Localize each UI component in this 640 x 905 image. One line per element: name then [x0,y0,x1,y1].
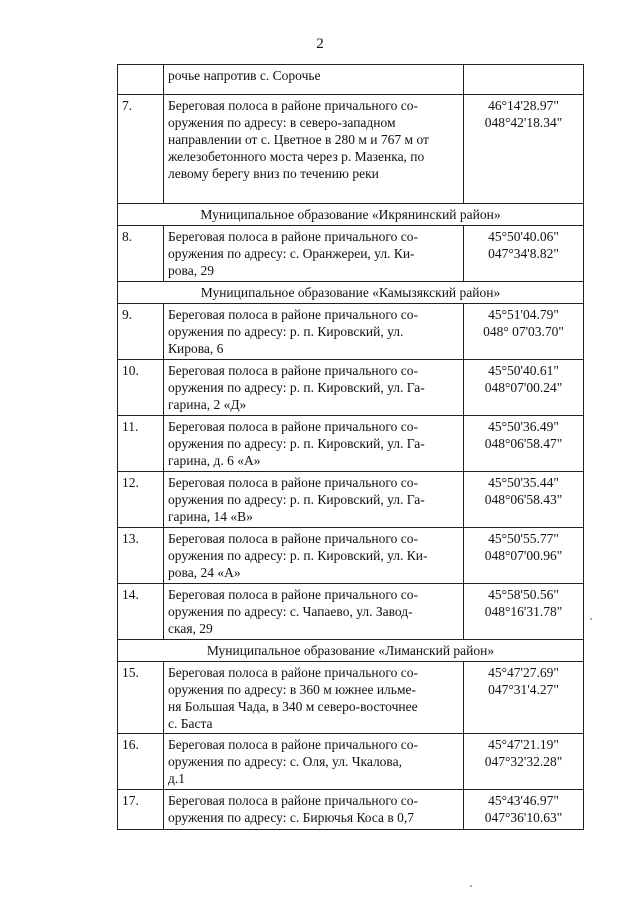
row-number: 15. [118,662,164,734]
longitude-value: 048°16'31.78" [484,604,563,619]
description-line: ня Большая Чада, в 340 м северо-восточнее [168,699,418,714]
row-description [164,584,464,640]
description-line: Береговая полоса в районе причального со- [168,307,418,322]
table-row [118,528,584,584]
description-line: гарина, 2 «Д» [168,397,247,412]
latitude-value: 45°50'55.77" [488,531,559,546]
description-line: д.1 [168,771,185,786]
row-description [164,416,464,472]
description-line: оружения по адресу: р. п. Кировский, ул. Га- [168,436,425,451]
description-line: железобетонного моста через р. Мазенка, по [168,149,425,164]
table-body [118,65,584,830]
description-line: гарина, 14 «В» [168,509,253,524]
description-line: Береговая полоса в районе причального со- [168,229,418,244]
table-row [118,472,584,528]
row-coordinates [464,304,584,360]
row-number: 14. [118,584,164,640]
latitude-value: 45°50'36.49" [488,419,559,434]
row-description [164,472,464,528]
section-title: Муниципальное образование «Камызякский район» [118,282,584,304]
longitude-value: 047°32'32.28" [484,754,563,769]
row-description [164,304,464,360]
description-line: Береговая полоса в районе причального со- [168,531,418,546]
description-line: оружения по адресу: р. п. Кировский, ул. [168,324,404,339]
longitude-value: 048°42'18.34" [484,115,563,130]
description-line: левому берегу вниз по течению реки [168,166,379,181]
description-line: Береговая полоса в районе причального со- [168,587,418,602]
row-description [164,734,464,790]
table-row [118,790,584,830]
latitude-value: 45°50'40.61" [488,363,559,378]
section-title: Муниципальное образование «Икрянинский район» [118,204,584,226]
table-row [118,416,584,472]
longitude-value: 048°06'58.47" [484,436,563,451]
description-line: Береговая полоса в районе причального со- [168,665,418,680]
description-line: гарина, д. 6 «А» [168,453,261,468]
latitude-value: 46°14'28.97" [488,98,559,113]
row-description [164,790,464,830]
description-line: оружения по адресу: с. Оля, ул. Чкалова, [168,754,402,769]
longitude-value: 048°06'58.43" [484,492,563,507]
description-line: Береговая полоса в районе причального со- [168,737,418,752]
continuation-row [118,65,584,95]
row-coordinates [464,416,584,472]
latitude-value: 45°58'50.56" [488,587,559,602]
row-number: 16. [118,734,164,790]
latitude-value: 45°43'46.97" [488,793,559,808]
longitude-value: 048°07'00.96" [484,548,563,563]
row-description [164,95,464,204]
section-header-row [118,282,584,304]
longitude-value: 047°36'10.63" [484,810,563,825]
row-number: 12. [118,472,164,528]
row-coordinates [464,734,584,790]
row-number: 11. [118,416,164,472]
row-description-cell [164,65,464,95]
scan-speck [470,885,472,887]
description-line: оружения по адресу: р. п. Кировский, ул. Ки- [168,548,428,563]
section-header-row [118,204,584,226]
latitude-value: 45°47'21.19" [488,737,559,752]
row-number-cell [118,65,164,95]
row-number: 8. [118,226,164,282]
row-description [164,528,464,584]
row-description [164,662,464,734]
table-row [118,95,584,204]
description-line: оружения по адресу: с. Оранжереи, ул. Ки- [168,246,415,261]
description-line: ская, 29 [168,621,213,636]
scan-speck [590,618,592,620]
longitude-value: 047°31'4.27" [488,682,559,697]
latitude-value: 45°50'35.44" [488,475,559,490]
description-line: оружения по адресу: в 360 м южнее ильме- [168,682,416,697]
description-line: направлении от с. Цветное в 280 м и 767 м от [168,132,429,147]
table-row [118,662,584,734]
description-line: рова, 29 [168,263,214,278]
row-number: 9. [118,304,164,360]
row-number: 17. [118,790,164,830]
row-coordinates [464,584,584,640]
table-row [118,226,584,282]
description-line: рова, 24 «А» [168,565,241,580]
longitude-value: 047°34'8.82" [488,246,559,261]
description-line: Кирова, 6 [168,341,224,356]
page-number: 2 [316,36,324,52]
row-description [164,360,464,416]
longitude-value: 048°07'00.24" [484,380,563,395]
row-number: 7. [118,95,164,204]
row-coordinates-cell [464,65,584,95]
section-title: Муниципальное образование «Лиманский район» [118,640,584,662]
table-row [118,304,584,360]
description-line: Береговая полоса в районе причального со- [168,98,418,113]
row-coordinates [464,790,584,830]
row-description [164,226,464,282]
description-line: Береговая полоса в районе причального со- [168,363,418,378]
row-coordinates [464,528,584,584]
section-header-row [118,640,584,662]
description-line: оружения по адресу: р. п. Кировский, ул. Га- [168,380,425,395]
description-line: рочье напротив с. Сорочье [168,68,321,83]
row-coordinates [464,472,584,528]
row-number: 10. [118,360,164,416]
coordinates-table [117,64,584,830]
description-line: Береговая полоса в районе причального со- [168,475,418,490]
row-coordinates [464,360,584,416]
row-coordinates [464,662,584,734]
table-row [118,584,584,640]
description-line: оружения по адресу: с. Бирючья Коса в 0,7 [168,810,415,825]
description-line: оружения по адресу: с. Чапаево, ул. Завод- [168,604,413,619]
description-line: оружения по адресу: р. п. Кировский, ул. Га- [168,492,425,507]
latitude-value: 45°51'04.79" [488,307,559,322]
description-line: с. Баста [168,716,213,731]
longitude-value: 048° 07'03.70" [483,324,564,339]
latitude-value: 45°47'27.69" [488,665,559,680]
row-number: 13. [118,528,164,584]
table-row [118,734,584,790]
description-line: оружения по адресу: в северо-западном [168,115,396,130]
row-coordinates [464,226,584,282]
description-line: Береговая полоса в районе причального со- [168,793,418,808]
latitude-value: 45°50'40.06" [488,229,559,244]
row-coordinates [464,95,584,204]
table-row [118,360,584,416]
description-line: Береговая полоса в районе причального со- [168,419,418,434]
